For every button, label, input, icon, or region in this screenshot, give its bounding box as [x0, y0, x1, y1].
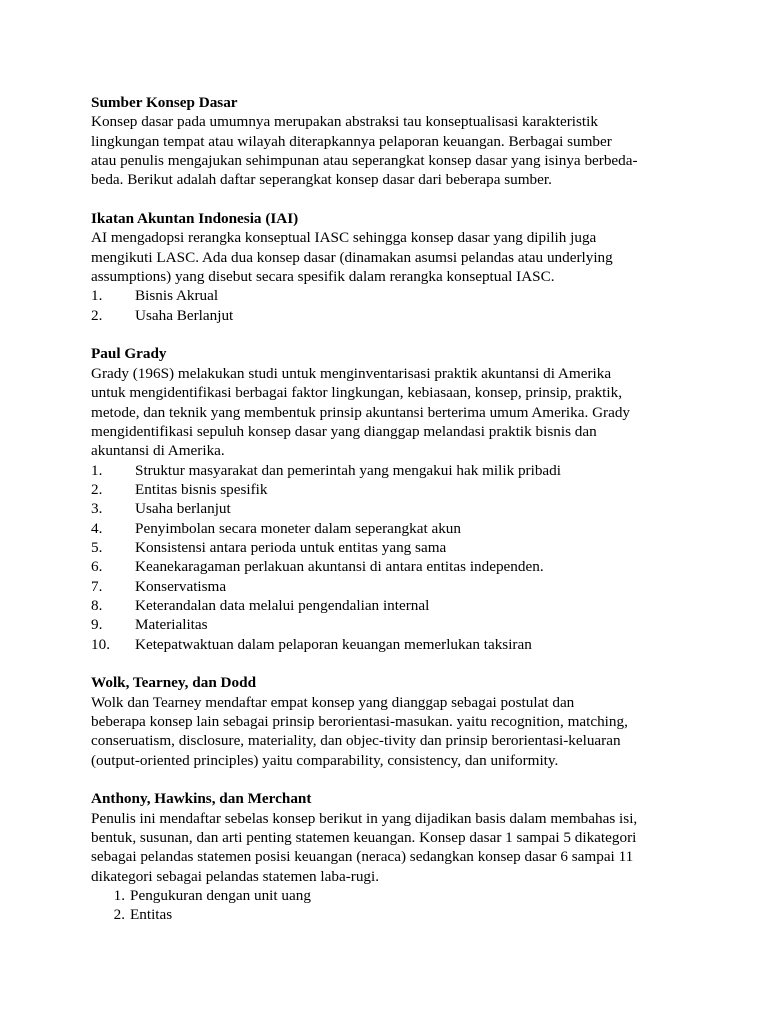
list-number: 6.: [91, 558, 103, 576]
list-number: 1.: [113, 887, 125, 905]
section-wolk-tearney-dodd: [91, 673, 691, 770]
list-text: Keterandalan data melalui pengendalian internal: [135, 596, 430, 614]
list-text: Penyimbolan secara moneter dalam seperangkat akun: [135, 519, 461, 537]
paragraph-line: assumptions) yang disebut secara spesifik dalam rerangka konseptual IASC.: [91, 268, 555, 286]
list-number: 4.: [91, 519, 103, 537]
list-item: [91, 306, 691, 325]
list-text: Ketepatwaktuan dalam pelaporan keuangan memerlukan taksiran: [135, 635, 532, 653]
section-heading: Ikatan Akuntan Indonesia (IAI): [91, 210, 299, 228]
paragraph-line: sebagai pelandas statemen posisi keuangan (neraca) sedangkan konsep dasar 6 sampai 11: [91, 848, 634, 866]
list-text: Konsistensi antara perioda untuk entitas yang sama: [135, 538, 447, 556]
section-heading: Sumber Konsep Dasar: [91, 94, 238, 111]
list-item: [91, 596, 691, 615]
list-item: [91, 635, 691, 654]
list-item: [91, 615, 691, 634]
list-number: 3.: [91, 500, 103, 518]
paragraph-line: mengidentifikasi sepuluh konsep dasar yang dianggap melandasi praktik bisnis dan: [91, 422, 597, 440]
list-item: [91, 286, 691, 305]
list-number: 2.: [91, 306, 103, 324]
paragraph-line: mengikuti LASC. Ada dua konsep dasar (dinamakan asumsi pelandas atau underlying: [91, 248, 613, 266]
paragraph-line: beberapa konsep lain sebagai prinsip berorientasi-masukan. yaitu recognition, matching,: [91, 713, 628, 730]
paragraph-line: Grady (196S) melakukan studi untuk menginventarisasi praktik akuntansi di Amerika: [91, 364, 612, 382]
section-heading: Wolk, Tearney, dan Dodd: [91, 674, 257, 692]
list-text: Keanekaragaman perlakuan akuntansi di antara entitas independen.: [135, 558, 544, 576]
paragraph-line: bentuk, susunan, dan arti penting statemen keuangan. Konsep dasar 1 sampai 5 dikategori: [91, 829, 637, 847]
list-number: 1.: [91, 461, 103, 479]
list-text: Bisnis Akrual: [135, 287, 219, 305]
list-text: Usaha Berlanjut: [135, 306, 234, 324]
paragraph-line: (output-oriented principles) yaitu comparability, consistency, dan uniformity.: [91, 751, 559, 769]
list-number: 1.: [91, 287, 103, 305]
list-item: [91, 538, 691, 557]
list-item: [91, 577, 691, 596]
list-item: [91, 905, 691, 924]
list-text: Materialitas: [135, 616, 208, 634]
paragraph-line: untuk mengidentifikasi berbagai faktor lingkungan, kebiasaan, konsep, prinsip, praktik,: [91, 384, 623, 402]
list-number: 10.: [91, 635, 110, 653]
section-iai: [91, 209, 691, 325]
list-item: [91, 557, 691, 576]
paragraph-line: Wolk dan Tearney mendaftar empat konsep yang dianggap sebagai postulat dan: [91, 693, 575, 711]
paragraph-line: dikategori sebagai pelandas statemen laba-rugi.: [91, 867, 380, 885]
list-text: Entitas bisnis spesifik: [135, 480, 268, 498]
section-paragraph: [91, 364, 691, 461]
list-item: [91, 480, 691, 499]
list-item: [91, 499, 691, 518]
list-item: [91, 886, 691, 905]
section-heading: Paul Grady: [91, 345, 167, 363]
numbered-list: [91, 461, 691, 654]
numbered-list: [91, 286, 691, 325]
list-text: Usaha berlanjut: [135, 500, 231, 518]
paragraph-line: conseruatism, disclosure, materiality, dan objec-tivity dan prinsip berorientasi-keluaran: [91, 732, 621, 750]
section-sumber-konsep-dasar: [91, 93, 691, 190]
list-number: 8.: [91, 596, 103, 614]
list-text: Struktur masyarakat dan pemerintah yang mengakui hak milik pribadi: [135, 461, 561, 479]
numbered-list: [91, 886, 691, 925]
list-number: 2.: [91, 480, 103, 498]
section-paul-grady: [91, 344, 691, 654]
section-anthony-hawkins-merchant: [91, 789, 691, 924]
list-number: 7.: [91, 577, 103, 595]
paragraph-line: Penulis ini mendaftar sebelas konsep berikut in yang dijadikan basis dalam membahas isi,: [91, 809, 638, 827]
list-item: [91, 461, 691, 480]
list-text: Pengukuran dengan unit uang: [130, 887, 311, 905]
document-body: [91, 93, 691, 944]
paragraph-line: akuntansi di Amerika.: [91, 442, 225, 460]
paragraph-line: lingkungan tempat atau wilayah diterapkannya pelaporan keuangan. Berbagai sumber: [91, 132, 612, 150]
paragraph-line: metode, dan teknik yang membentuk prinsip akuntansi berterima umum Amerika. Grady: [91, 403, 631, 421]
section-paragraph: [91, 809, 691, 886]
section-paragraph: [91, 112, 691, 189]
paragraph-line: beda. Berikut adalah daftar seperangkat konsep dasar dari beberapa sumber.: [91, 171, 552, 189]
section-paragraph: [91, 693, 691, 770]
list-number: 9.: [91, 616, 103, 634]
list-text: Entitas: [130, 906, 173, 924]
list-item: [91, 519, 691, 538]
list-number: 2.: [113, 906, 125, 924]
section-paragraph: [91, 228, 691, 286]
list-number: 5.: [91, 538, 103, 556]
section-heading: Anthony, Hawkins, dan Merchant: [91, 790, 312, 808]
paragraph-line: Konsep dasar pada umumnya merupakan abstraksi tau konseptualisasi karakteristik: [91, 113, 598, 131]
paragraph-line: atau penulis mengajukan sehimpunan atau seperangkat konsep dasar yang isinya berbeda-: [91, 152, 638, 170]
list-text: Konservatisma: [135, 577, 227, 595]
paragraph-line: AI mengadopsi rerangka konseptual IASC sehingga konsep dasar yang dipilih juga: [91, 229, 597, 247]
